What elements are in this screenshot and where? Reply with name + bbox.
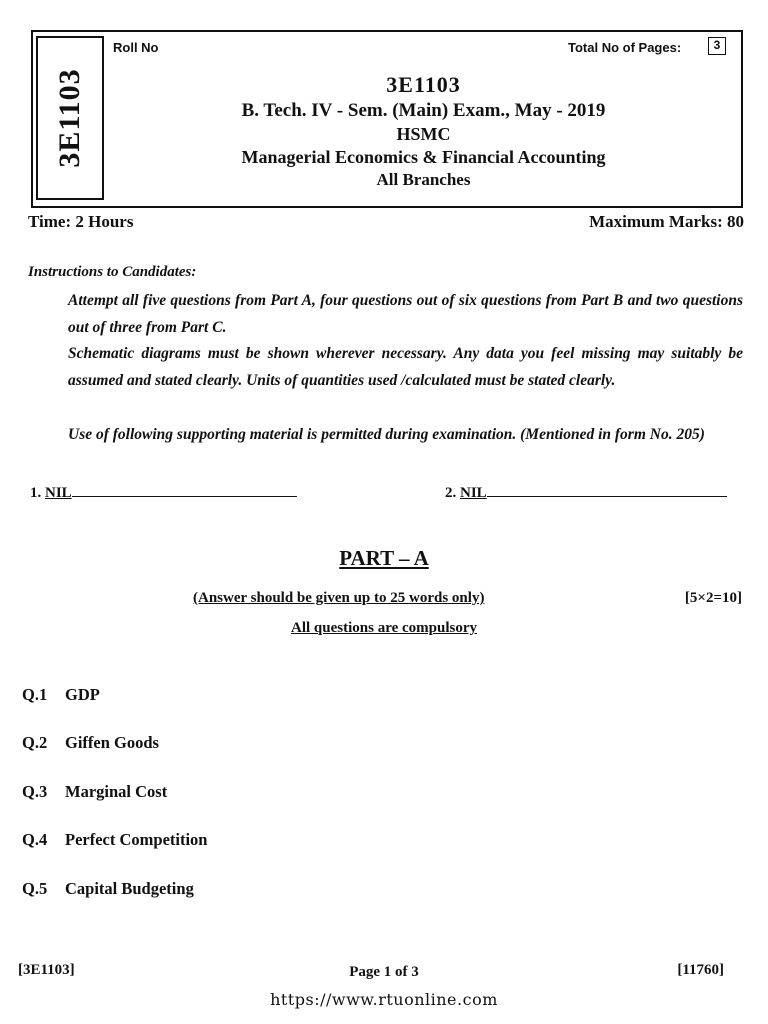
subject-name: Managerial Economics & Financial Accounting bbox=[241, 147, 606, 167]
question-text: Marginal Cost bbox=[65, 782, 168, 801]
answer-length-note: (Answer should be given up to 25 words only) bbox=[193, 590, 485, 606]
footer-serial: [11760] bbox=[677, 962, 724, 978]
question-text: Perfect Competition bbox=[65, 830, 208, 849]
source-url[interactable]: https://www.rtuonline.com bbox=[270, 990, 498, 1009]
branches: All Branches bbox=[376, 170, 471, 189]
question-number: Q.4 bbox=[22, 830, 48, 849]
page-number: Page 1 of 3 bbox=[349, 964, 419, 980]
material-value: NIL bbox=[460, 485, 487, 501]
footer-paper-code: [3E1103] bbox=[18, 962, 75, 978]
blank-line bbox=[487, 496, 727, 497]
part-a-title: PART – A bbox=[339, 546, 429, 570]
supporting-material-2 bbox=[445, 485, 727, 502]
compulsory-note: All questions are compulsory bbox=[291, 620, 477, 636]
question-number: Q.5 bbox=[22, 879, 48, 898]
exam-title: B. Tech. IV - Sem. (Main) Exam., May - 2019 bbox=[241, 100, 606, 121]
paper-code: 3E1103 bbox=[386, 72, 461, 97]
question-text: GDP bbox=[65, 685, 100, 704]
roll-no-label: Roll No bbox=[113, 40, 159, 55]
maximum-marks: Maximum Marks: 80 bbox=[589, 212, 744, 231]
question-number: Q.2 bbox=[22, 733, 48, 752]
question-item bbox=[22, 830, 207, 850]
instruction-item: Use of following supporting material is permitted during examination. (Mentioned in form No. 205) bbox=[68, 426, 705, 443]
material-number: 1. bbox=[30, 485, 42, 501]
question-number: Q.3 bbox=[22, 782, 48, 801]
material-number: 2. bbox=[445, 485, 457, 501]
instructions-heading: Instructions to Candidates: bbox=[28, 264, 197, 280]
total-pages-value: 3 bbox=[708, 37, 726, 55]
instruction-item: Attempt all five questions from Part A, four questions out of six questions from Part B and two questions out of three from Part C. bbox=[68, 292, 743, 336]
question-item bbox=[22, 685, 100, 705]
total-pages-label: Total No of Pages: bbox=[568, 40, 682, 55]
part-a-marks: [5×2=10] bbox=[684, 590, 742, 606]
question-number: Q.1 bbox=[22, 685, 48, 704]
instruction-item: Schematic diagrams must be shown wherever necessary. Any data you feel missing may suitably be assumed and stated clearly. Units of quantities used /calculated must be stated clearly. bbox=[68, 345, 743, 389]
question-item bbox=[22, 782, 167, 802]
paper-code-vertical: 3E1103 bbox=[53, 68, 86, 168]
material-value: NIL bbox=[45, 485, 72, 501]
exam-duration: Time: 2 Hours bbox=[28, 212, 134, 231]
question-text: Capital Budgeting bbox=[65, 879, 194, 898]
question-item bbox=[22, 879, 194, 899]
subject-code: HSMC bbox=[396, 124, 451, 144]
question-text: Giffen Goods bbox=[65, 733, 159, 752]
blank-line bbox=[72, 496, 297, 497]
question-item bbox=[22, 733, 159, 753]
supporting-material-1 bbox=[30, 485, 297, 502]
